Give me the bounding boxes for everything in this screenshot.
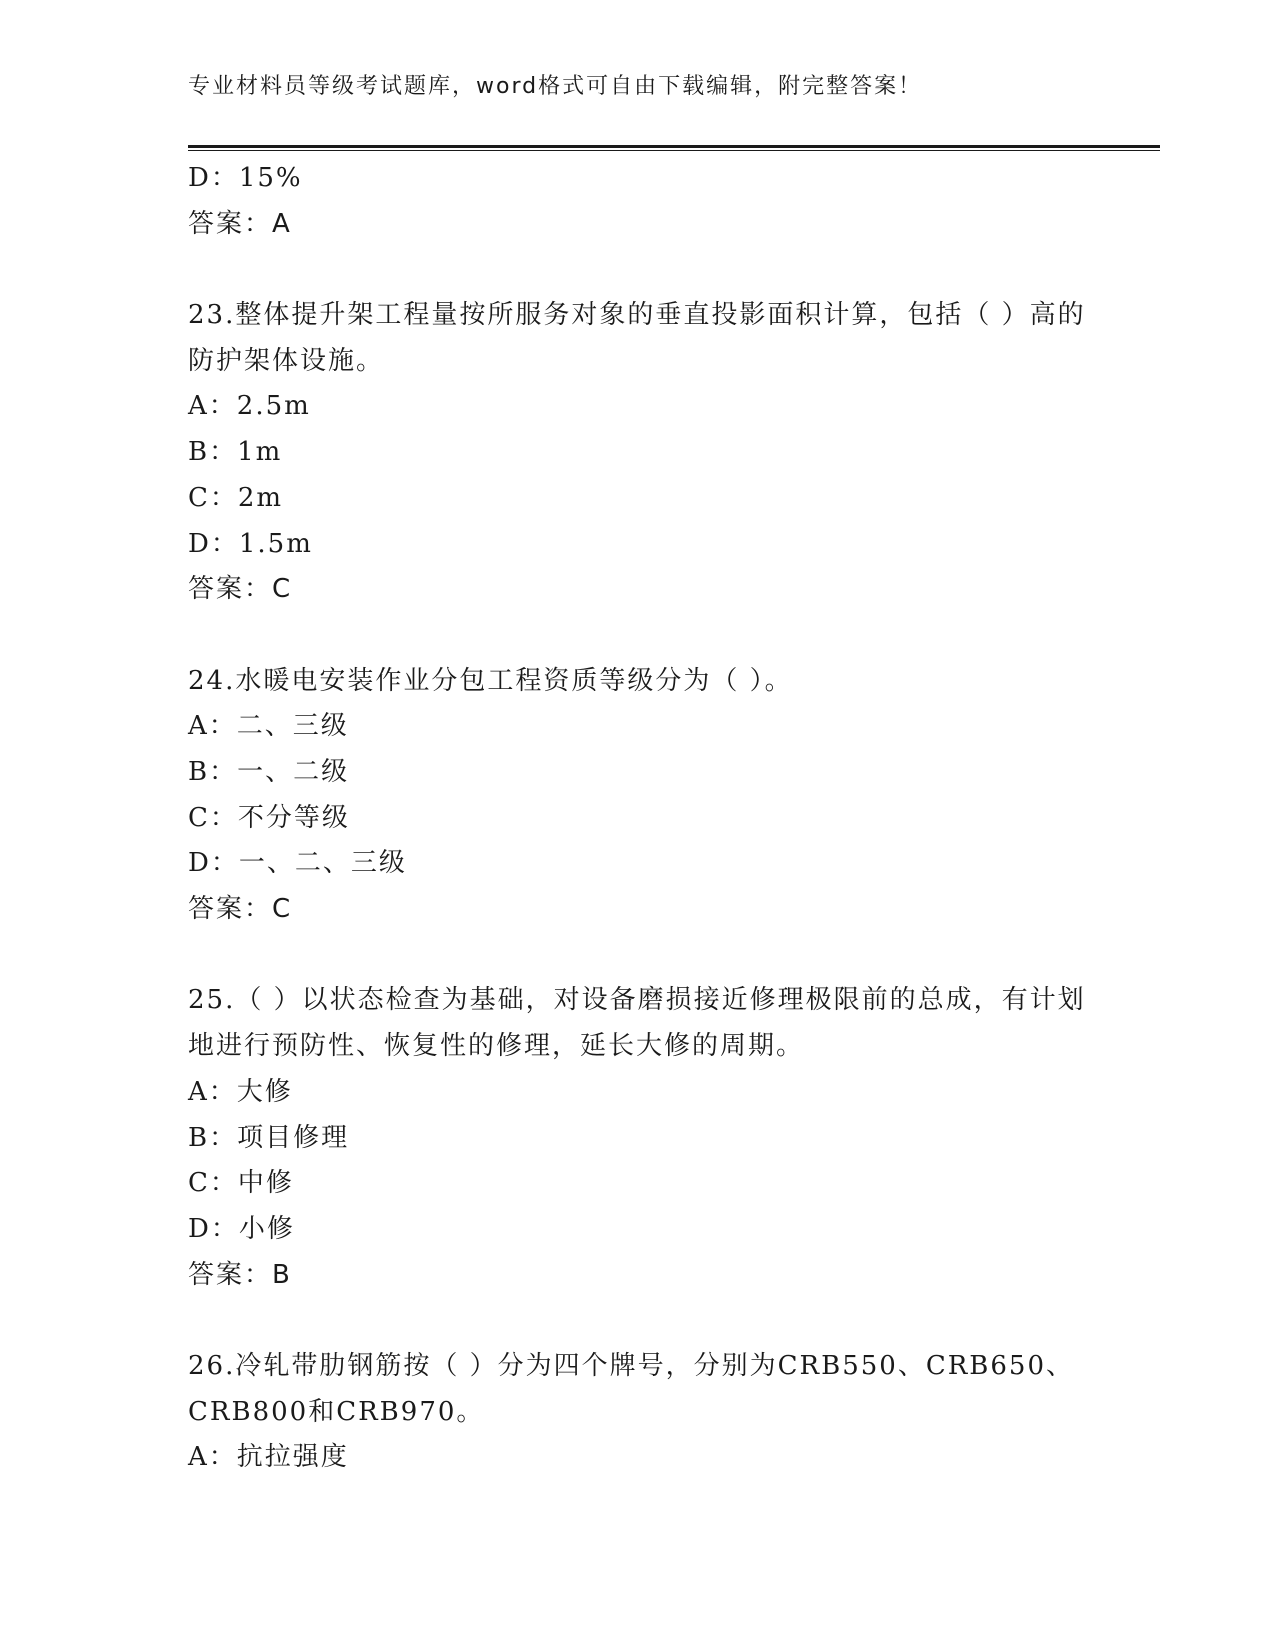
header-rule-thin bbox=[188, 150, 1160, 151]
question-24-text: 24.水暖电安装作业分包工程资质等级分为（ ）。 bbox=[188, 665, 793, 696]
question-23-answer: 答案：C bbox=[188, 574, 293, 605]
question-23-option-b: B：1m bbox=[188, 437, 283, 468]
spacer bbox=[188, 247, 1088, 293]
document-body bbox=[188, 156, 1088, 1481]
carryover-option-d: D：15% bbox=[188, 163, 303, 193]
carryover-answer: 答案：A bbox=[188, 208, 292, 239]
header-rule-thick bbox=[188, 145, 1160, 148]
question-26-text: 26.冷轧带肋钢筋按（ ）分为四个牌号，分别为CRB550、CRB650、CRB800和CRB970。 bbox=[188, 1350, 1075, 1427]
question-23-option-a: A：2.5m bbox=[188, 391, 311, 422]
question-24-answer: 答案：C bbox=[188, 894, 293, 925]
question-23-text: 23.整体提升架工程量按所服务对象的垂直投影面积计算，包括（ ）高的防护架体设施。 bbox=[188, 300, 1086, 376]
question-26-option-a: A：抗拉强度 bbox=[188, 1442, 349, 1473]
question-25-answer: 答案：B bbox=[188, 1259, 292, 1290]
question-25-option-a: A：大修 bbox=[188, 1076, 293, 1107]
question-23-option-d: D：1.5m bbox=[188, 528, 313, 559]
question-24-option-b: B：一、二级 bbox=[188, 756, 350, 787]
question-23-option-c: C：2m bbox=[188, 482, 284, 513]
question-24-option-a: A：二、三级 bbox=[188, 711, 349, 742]
question-24-option-c: C：不分等级 bbox=[188, 802, 350, 833]
spacer bbox=[188, 1298, 1088, 1344]
question-25-option-b: B：项目修理 bbox=[188, 1122, 350, 1153]
question-24-option-d: D：一、二、三级 bbox=[188, 848, 407, 879]
spacer bbox=[188, 613, 1088, 659]
question-25-option-c: C：中修 bbox=[188, 1168, 294, 1199]
spacer bbox=[188, 933, 1088, 979]
question-25-option-d: D：小修 bbox=[188, 1213, 295, 1244]
question-25-text: 25.（ ）以状态检查为基础，对设备磨损接近修理极限前的总成，有计划地进行预防性、恢复性的修理，延长大修的周期。 bbox=[188, 985, 1086, 1062]
page-header: 专业材料员等级考试题库，word格式可自由下载编辑，附完整答案！ bbox=[188, 74, 923, 99]
